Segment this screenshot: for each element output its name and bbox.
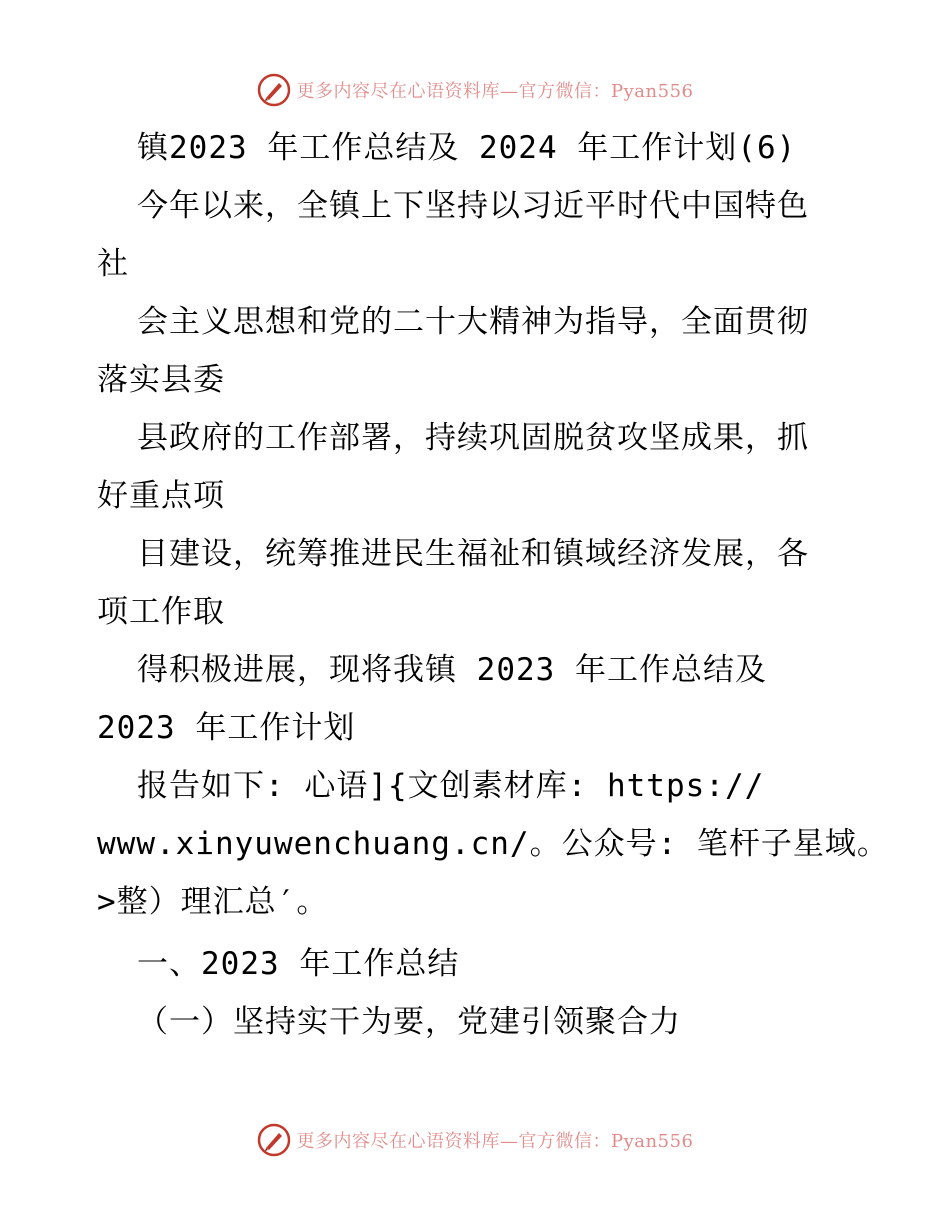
- document-title: 镇2023 年工作总结及 2024 年工作计划(6): [137, 130, 797, 166]
- footer-watermark: [0, 1120, 950, 1160]
- paragraph-line: 社: [97, 246, 129, 282]
- watermark-text: 更多内容尽在心语资料库—官方微信：Pyan556: [296, 1131, 694, 1152]
- paragraph-line: 落实县委: [97, 362, 225, 398]
- paragraph-line: 项工作取: [97, 594, 225, 630]
- paragraph-line: 目建设，统筹推进民生福祉和镇域经济发展，各: [137, 536, 809, 572]
- paragraph-line: 2023 年工作计划: [97, 710, 356, 746]
- paragraph-line: 得积极进展，现将我镇 2023 年工作总结及: [137, 652, 767, 688]
- paragraph-line: www.xinyuwenchuang.cn/。公众号: 笔杆子星域。: [97, 826, 889, 862]
- paragraph-line: 县政府的工作部署，持续巩固脱贫攻坚成果，抓: [137, 420, 809, 456]
- paragraph-line: 好重点项: [97, 478, 225, 514]
- paragraph-line: 报告如下: 心语]{文创素材库: https://: [137, 768, 765, 804]
- pen-logo-icon: [257, 1123, 291, 1157]
- paragraph-line: >整）理汇总′。: [97, 884, 329, 920]
- subsection-heading: （一）坚持实干为要，党建引领聚合力: [137, 1004, 681, 1040]
- section-heading: 一、2023 年工作总结: [137, 946, 460, 982]
- pen-logo-icon: [257, 73, 291, 107]
- paragraph-line: 今年以来，全镇上下坚持以习近平时代中国特色: [137, 188, 809, 224]
- header-watermark: [0, 70, 950, 110]
- watermark-text: 更多内容尽在心语资料库—官方微信：Pyan556: [296, 81, 694, 102]
- paragraph-line: 会主义思想和党的二十大精神为指导，全面贯彻: [137, 304, 809, 340]
